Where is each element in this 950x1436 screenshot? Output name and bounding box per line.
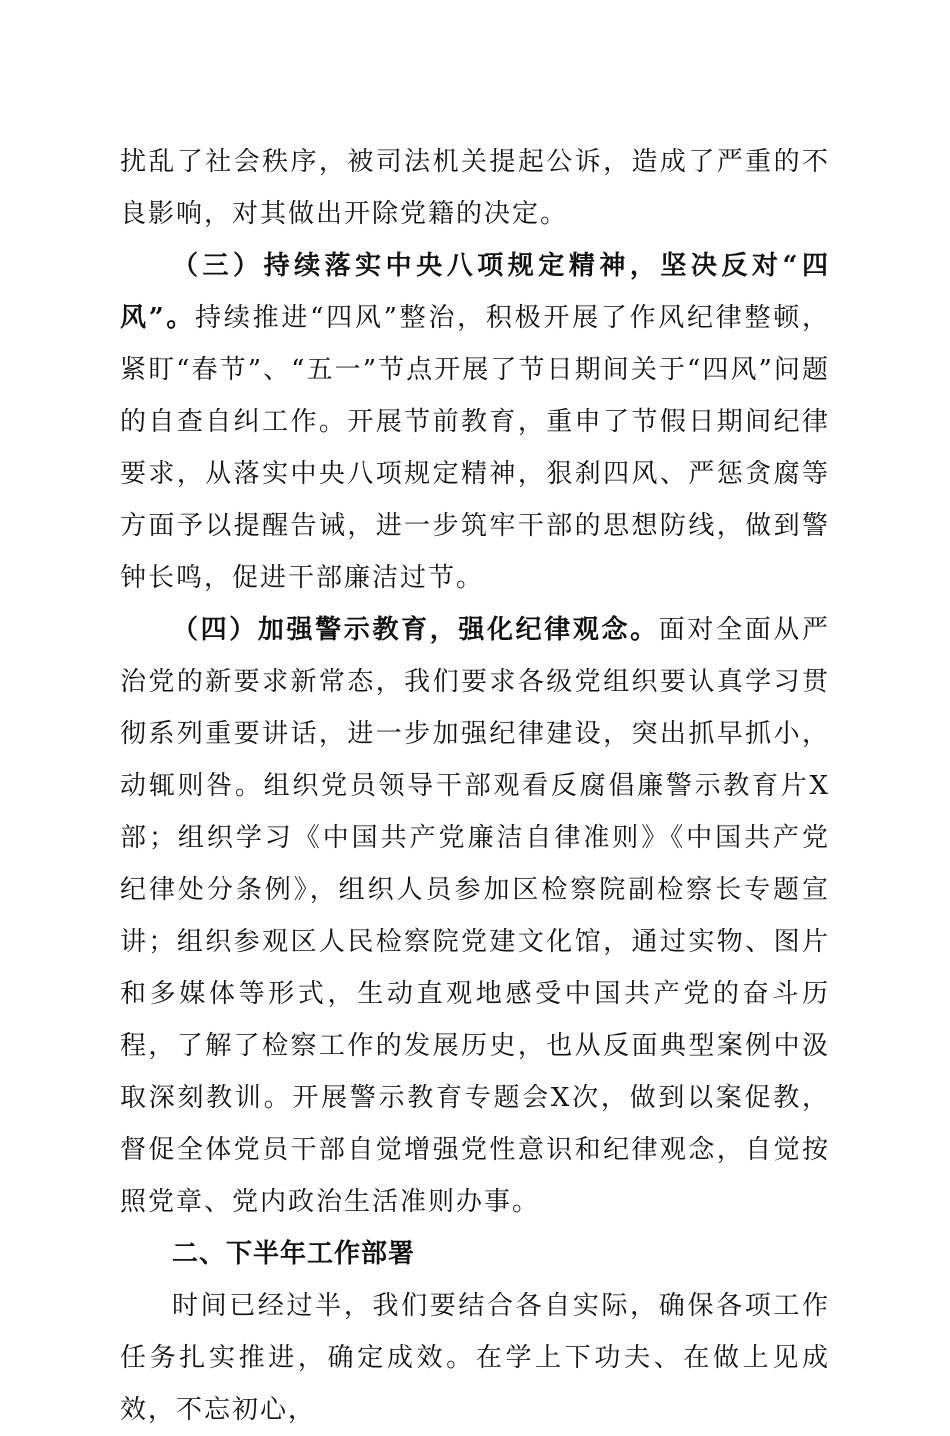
- paragraph-section-four: [120, 604, 830, 1228]
- paragraph-text: 扰乱了社会秩序，被司法机关提起公诉，造成了严重的不良影响，对其做出开除党籍的决定。: [120, 147, 830, 229]
- document-body: [120, 136, 830, 1436]
- paragraph-text: 时间已经过半，我们要结合各自实际，确保各项工作任务扎实推进，确定成效。在学上下功夫、在做上见成效，不忘初心，: [120, 1291, 830, 1425]
- paragraph-continuation: [120, 136, 830, 240]
- section-heading: 二、下半年工作部署: [172, 1239, 416, 1269]
- paragraph-bold-lead: （四）加强警示教育，强化纪律观念。: [172, 615, 659, 645]
- paragraph-text: 面对全面从严治党的新要求新常态，我们要求各级党组织要认真学习贯彻系列重要讲话，进一步加强纪律建设，突出抓早抓小，动辄则咎。组织党员领导干部观看反腐倡廉警示教育片X部；组织学习《中国共产党廉洁自律准则》《中国共产党纪律处分条例》，组织人员参加区检察院副检察长专题宣讲；组织参观区人民检察院党建文化馆，通过实物、图片和多媒体等形式，生动直观地感受中国共产党的奋斗历程，了解了检察工作的发展历史，也从反面典型案例中汲取深刻教训。开展警示教育专题会X次，做到以案促教，督促全体党员干部自觉增强党性意识和纪律观念，自觉按照党章、党内政治生活准则办事。: [120, 615, 830, 1217]
- paragraph-bold-lead: （三）持续落实中央八项规定精神，坚决反对“四风”。: [120, 251, 830, 333]
- paragraph-section-three: [120, 240, 830, 604]
- paragraph-text: 持续推进“四风”整治，积极开展了作风纪律整顿，紧盯“春节”、“五一”节点开展了节日期间关于“四风”问题的自查自纠工作。开展节前教育，重申了节假日期间纪律要求，从落实中央八项规定精神，狠刹四风、严惩贪腐等方面予以提醒告诫，进一步筑牢干部的思想防线，做到警钟长鸣，促进干部廉洁过节。: [120, 303, 830, 593]
- paragraph-closing: [120, 1280, 830, 1436]
